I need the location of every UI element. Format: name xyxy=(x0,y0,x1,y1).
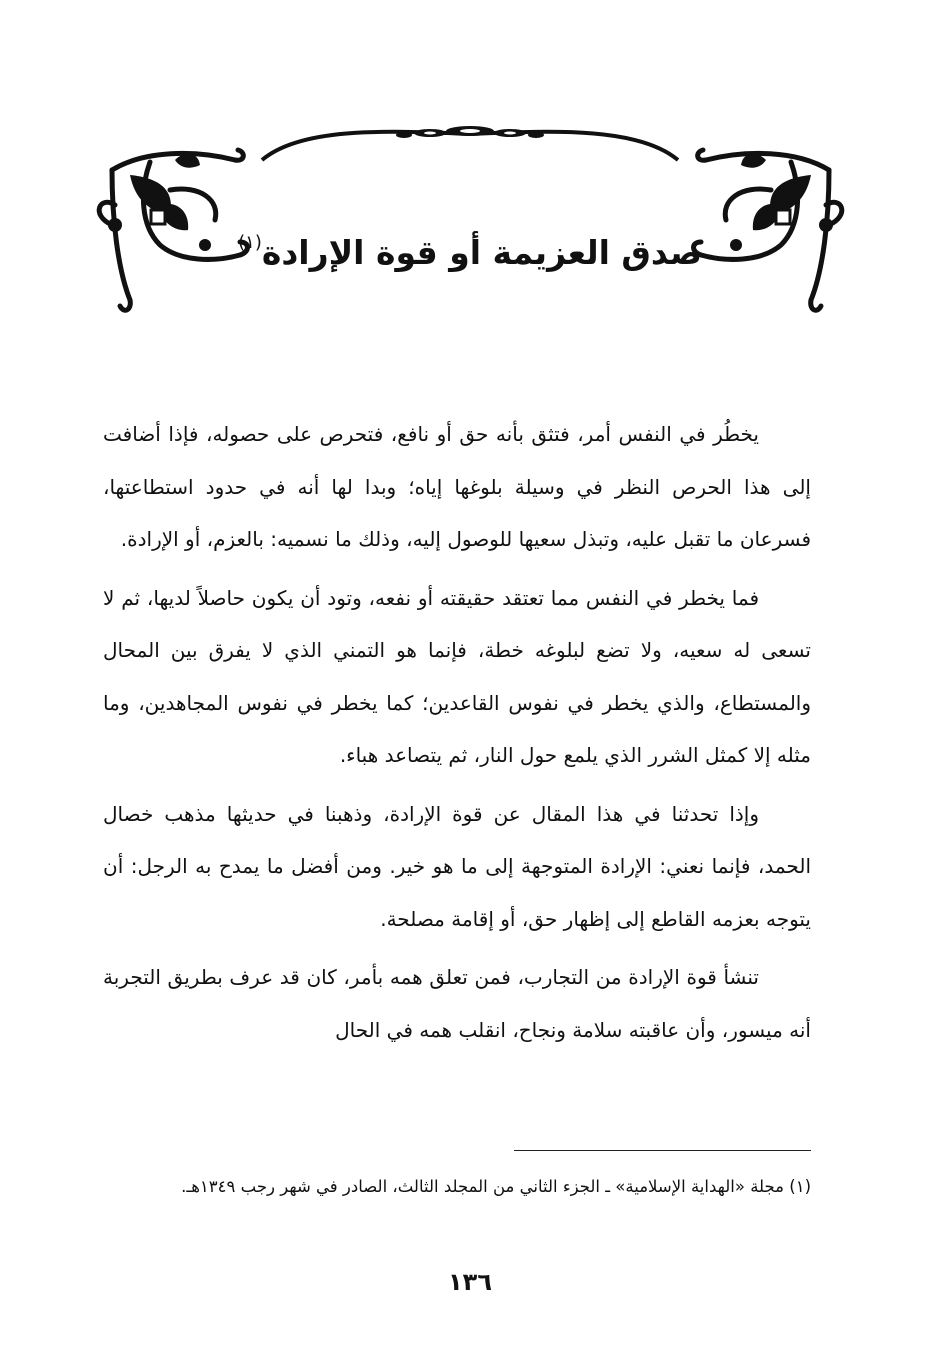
page-number: ١٣٦ xyxy=(448,1268,492,1296)
paragraph: تنشأ قوة الإرادة من التجارب، فمن تعلق همه بأمر، كان قد عرف بطريق التجربة أنه ميسور، وأن عاقبته سلامة ونجاح، انقلب همه في الحال xyxy=(103,965,811,1042)
ornament-right-flourish xyxy=(694,150,842,310)
paragraph: يخطُر في النفس أمر، فتثق بأنه حق أو نافع، فتحرص على حصوله، فإذا أضافت إلى هذا الحرص النظر في وسيلة بلوغها إياه؛ وبدا لها أنه في حدود استطاعتها، فسرعان ما تقبل عليه، وتبذل سعيها للوصول إليه، وذلك ما نسميه: بالعزم، أو الإرادة. xyxy=(103,422,811,551)
article-body xyxy=(103,408,811,1062)
page-title xyxy=(150,232,790,272)
paragraph: وإذا تحدثنا في هذا المقال عن قوة الإرادة، وذهبنا في حديثها مذهب خصال الحمد، فإنما نعني: الإرادة المتوجهة إلى ما هو خير. ومن أفضل ما يمدح به الرجل: أن يتوجه بعزمه القاطع إلى إظهار حق، أو إقامة مصلحة. xyxy=(103,801,811,931)
page-title-text: صدق العزيمة أو قوة الإرادة xyxy=(261,233,702,272)
footnote: (١) مجلة «الهداية الإسلامية» ـ الجزء الثاني من المجلد الثالث، الصادر في شهر رجب ١٣٤٩هـ. xyxy=(181,1177,811,1196)
ornament-left-flourish xyxy=(99,150,247,310)
header-ornament xyxy=(0,0,941,330)
ornament-arch xyxy=(262,132,678,160)
paragraph: فما يخطر في النفس مما تعتقد حقيقته أو نفعه، وتود أن يكون حاصلاً لديها، ثم لا تسعى له سعيه، ولا تضع لبلوغه خطة، فإنما هو التمني الذي لا يفرق بين المحال والمستطاع، والذي يخطر في نفوس القاعدين؛ كما يخطر في نفوس المجاهدين، وما مثله إلا كمثل الشرر الذي يلمع حول النار، ثم يتصاعد هباء. xyxy=(103,585,811,767)
footnote-divider xyxy=(514,1150,811,1151)
title-footnote-marker: (١) xyxy=(238,232,262,253)
